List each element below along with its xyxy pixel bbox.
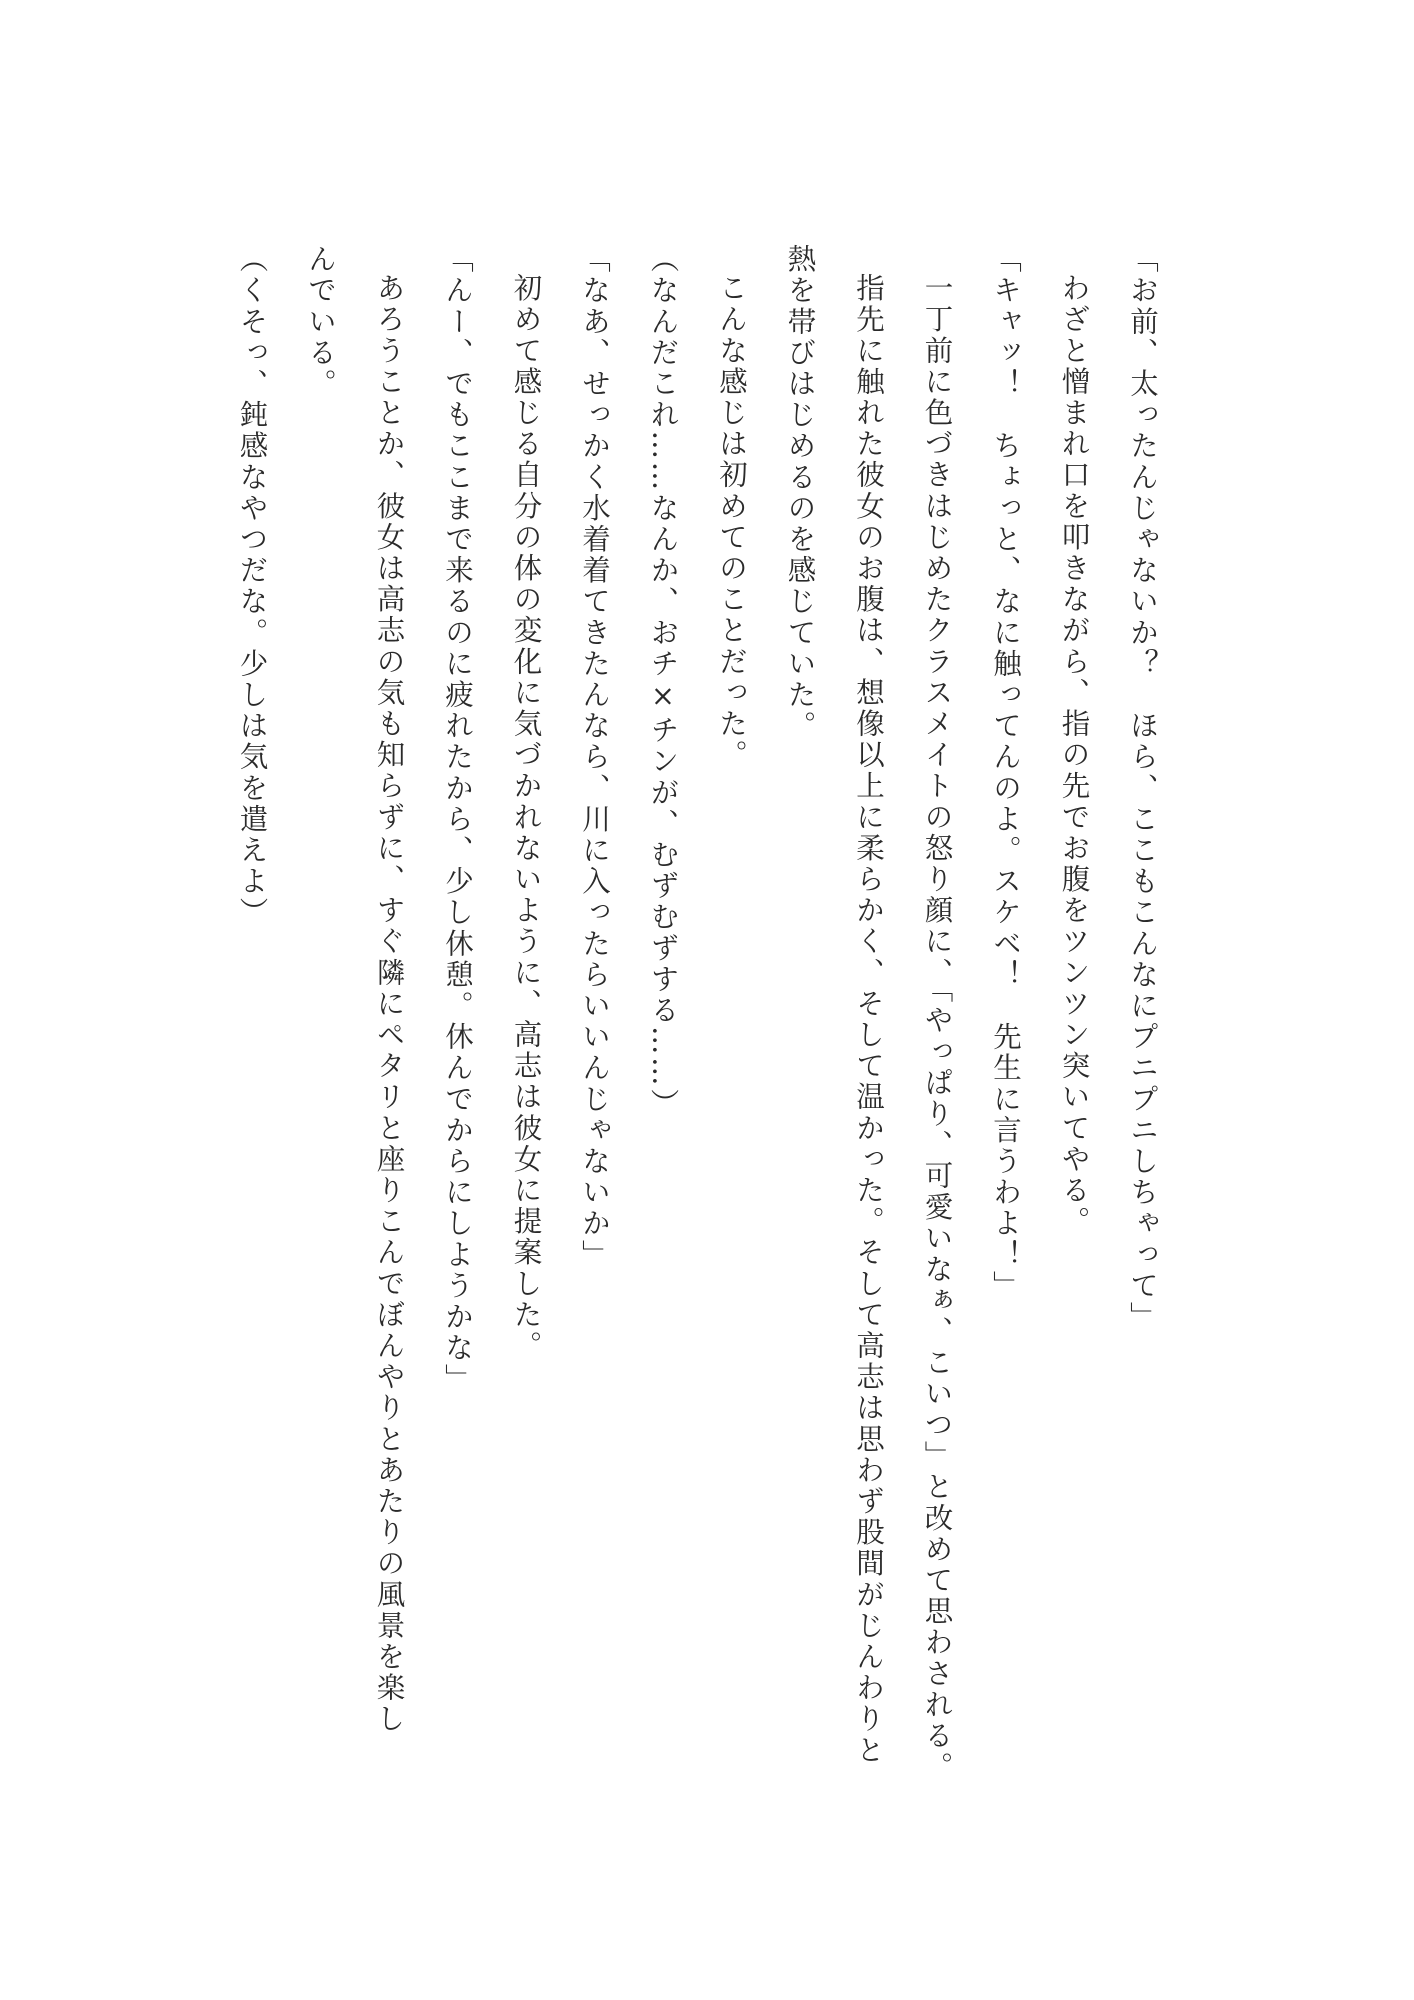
text-line: こんな感じは初めてのことだった。 — [715, 272, 748, 771]
text-line: （くそっ、鈍感なやつだな。少しは気を遣えよ） — [235, 244, 269, 929]
text-line: 初めて感じる自分の体の変化に気づかれないように、高志は彼女に提案した。 — [509, 272, 543, 1361]
text-line: 「なあ、せっかく水着着てきたんなら、川に入ったらいいんじゃないか」 — [578, 244, 611, 1271]
text-line: 「んー、でもここまで来るのに疲れたから、少し休憩。休んでからにしようかな」 — [441, 244, 474, 1395]
text-line: 「キャッ！ ちょっと、なに触ってんのよ。スケベ！ 先生に言うわよ！」 — [989, 244, 1022, 1302]
text-line: わざと憎まれ口を叩きながら、指の先でお腹をツンツン突いてやる。 — [1057, 272, 1091, 1237]
vertical-text-body — [217, 244, 1176, 1783]
text-line: あろうことか、彼女は高志の気も知らずに、すぐ隣にペタリと座りこんでぼんやりとあたりの風景を楽し — [372, 272, 406, 1735]
text-line: 「お前、太ったんじゃないか？ ほら、ここもこんなにプニプニしちゃって」 — [1126, 244, 1159, 1333]
text-line: 指先に触れた彼女のお腹は、想像以上に柔らかく、そして温かった。そして高志は思わず股間がじんわりと — [852, 272, 885, 1766]
text-line: 一丁前に色づきはじめたクラスメイトの怒り顔に、「やっぱり、可愛いなぁ、こいつ」と改めて思わされる。 — [920, 272, 954, 1783]
text-line: （なんだこれ……なんか、おチ×チンが、むずむずする……） — [646, 244, 680, 1120]
text-line: んでいる。 — [304, 244, 337, 400]
text-line: 熱を帯びはじめるのを感じていた。 — [783, 244, 817, 742]
